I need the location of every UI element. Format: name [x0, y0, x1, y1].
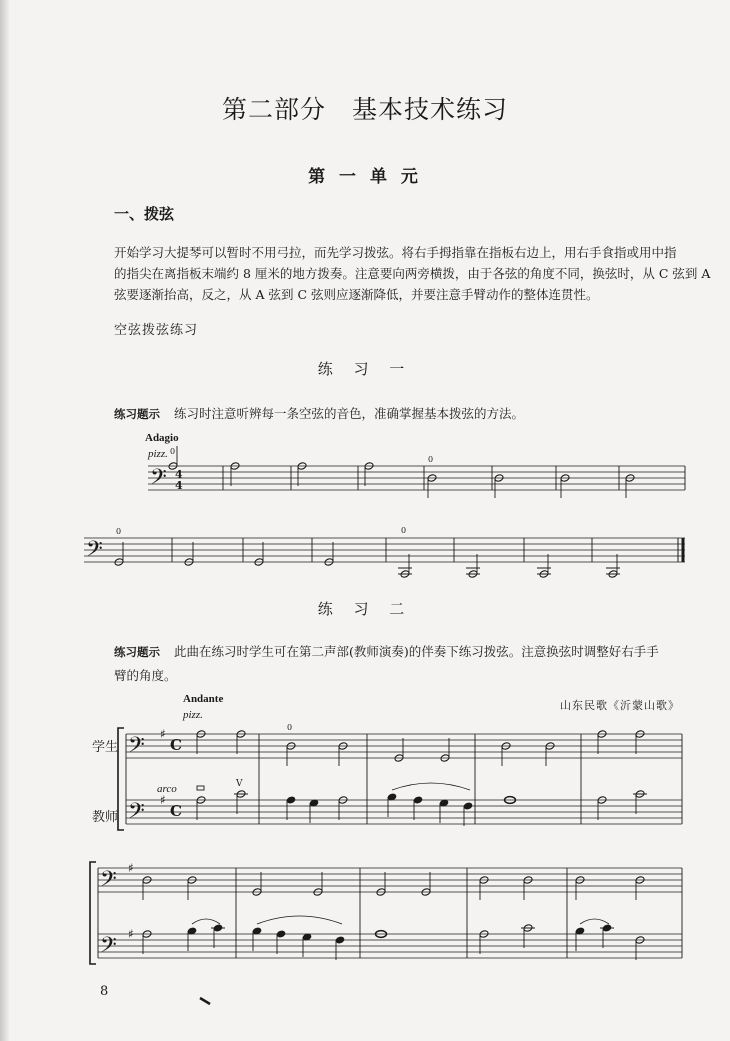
- up-bow-mark: V: [236, 779, 243, 789]
- quarter-note: [413, 796, 423, 805]
- quarter-note: [335, 936, 345, 945]
- section-heading: 一、拨弦: [114, 205, 175, 223]
- quarter-note: [276, 930, 286, 939]
- hint-label: 练习题示: [114, 645, 160, 659]
- slur: [580, 919, 609, 924]
- time-signature-common: C: [170, 736, 182, 754]
- bass-clef-icon: 𝄢: [100, 933, 117, 963]
- part-title: 第二部分 基本技术练习: [221, 95, 508, 124]
- subheading: 空弦拨弦练习: [114, 323, 199, 338]
- exercise1-title: 练 习 一: [317, 360, 413, 378]
- exercise1-tempo: Adagio: [145, 432, 179, 444]
- student-label: 学生: [92, 740, 119, 755]
- bass-clef-icon: 𝄢: [128, 799, 145, 829]
- stray-mark: [200, 998, 210, 1004]
- system-bracket: [90, 862, 96, 964]
- fingering-mark: 0: [116, 527, 122, 536]
- key-signature-sharp-icon: ♯: [160, 727, 166, 741]
- exercise1-technique: pizz.: [148, 448, 168, 460]
- hint-label: 练习题示: [114, 407, 160, 421]
- bass-clef-icon: 𝄢: [86, 537, 103, 567]
- paragraph-line: 弦要逐渐抬高，反之，从 A 弦到 C 弦则应逐渐降低，并要注意手臂动作的整体连贯性。: [114, 287, 599, 302]
- teacher-label: 教师: [92, 810, 119, 825]
- paragraph-line: 的指尖在离指板末端约 8 厘米的地方拨奏。注意要向两旁横拨，由于各弦的角度不同，换弦时，从 C 弦到 A: [114, 266, 711, 281]
- unit-title: 第 一 单 元: [308, 167, 422, 187]
- exercise2-tempo: Andante: [183, 693, 224, 705]
- down-bow-mark: [197, 786, 204, 790]
- key-signature-sharp-icon: ♯: [128, 927, 134, 941]
- key-signature-sharp-icon: ♯: [128, 861, 134, 875]
- exercise2-title: 练 习 二: [317, 600, 413, 618]
- fingering-mark: 0: [170, 447, 176, 456]
- exercise2-hint-line2: 臂的角度。: [114, 668, 177, 683]
- bass-clef-icon: 𝄢: [100, 867, 117, 897]
- slur: [392, 783, 470, 790]
- hint-text: 此曲在练习时学生可在第二声部(教师演奏)的伴奏下练习拨弦。注意换弦时调整好右手手: [173, 644, 659, 659]
- key-signature-sharp-icon: ♯: [160, 793, 166, 807]
- slur: [192, 919, 220, 924]
- hint-text: 练习时注意听辨每一条空弦的音色，准确掌握基本拨弦的方法。: [173, 406, 524, 421]
- bass-clef-icon: 𝄢: [150, 465, 167, 495]
- time-signature-common: C: [170, 802, 182, 820]
- song-source: 山东民歌《沂蒙山歌》: [560, 699, 680, 712]
- quarter-note: [463, 802, 473, 811]
- fingering-mark: 0: [401, 526, 407, 535]
- system-bracket: [118, 728, 124, 830]
- fingering-mark: 0: [287, 723, 293, 732]
- paragraph-line: 开始学习大提琴可以暂时不用弓拉，而先学习拨弦。将右手拇指靠在指板右边上，用右手食指或用中指: [114, 245, 677, 260]
- exercise2-technique-pizz: pizz.: [183, 709, 203, 721]
- bass-clef-icon: 𝄢: [128, 733, 145, 763]
- quarter-note: [286, 796, 296, 805]
- page-number: 8: [100, 984, 109, 999]
- time-signature-top: 4: [175, 468, 183, 481]
- fingering-mark: 0: [428, 455, 434, 464]
- slur: [257, 916, 342, 924]
- exercise2-technique-arco: arco: [157, 783, 177, 795]
- time-signature-bottom: 4: [175, 479, 183, 492]
